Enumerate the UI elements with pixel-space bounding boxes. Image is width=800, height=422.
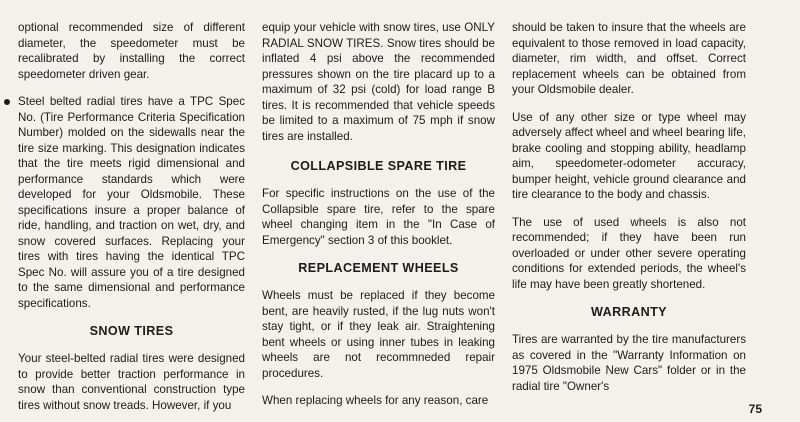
- column-1: [18, 20, 245, 413]
- column-3: [512, 20, 746, 394]
- snow-tires-paragraph: Your steel-belted radial tires were designed to provide better traction performance in snow than conventional construction type tires without snow treads. However, if you: [18, 352, 245, 412]
- collapsible-spare-paragraph: For specific instructions on the use of the Collapsible spare tire, refer to the spare wheel changing item in the "In Case of Emergency" section 3 of this booklet.: [262, 187, 495, 247]
- wheel-equivalence-paragraph: should be taken to insure that the wheels are equivalent to those removed in load capacity, diameter, rim width, and offset. Correct replacement wheels can be obtained from your Oldsmobile dealer.: [512, 21, 746, 96]
- replacement-wheels-paragraph: Wheels must be replaced if they become bent, are heavily rusted, if the lug nuts won't stay tight, or if they leak air. Straightening bent wheels or using inner tubes in leaking wheels are not recommneded repair procedures.: [262, 289, 495, 380]
- warranty-paragraph: Tires are warranted by the tire manufacturers as covered in the "Warranty Information on 1975 Oldsmobile New Cars" folder or in the radial tire "Owner's: [512, 333, 746, 393]
- tpc-spec-text: Steel belted radial tires have a TPC Spec No. (Tire Performance Criteria Specification Number) molded on the sidewalls near the tire size marking. This designation indicates that the tire meets rigid dimensional and performance standards which were developed for your Oldsmobile. These specifications insure a proper balance of ride, handling, and traction on wet, dry, and snow covered surfaces. Replacing your tires with tires having the identical TPC Spec No. will assure you of a tire designed to the same dimensional and performance specifications.: [18, 95, 245, 310]
- snow-tires-heading: SNOW TIRES: [89, 324, 174, 338]
- column-2: [262, 20, 495, 409]
- speedometer-paragraph: optional recommended size of different diameter, the speedometer must be recalibrated by installing the correct speedometer driven gear.: [18, 21, 245, 81]
- other-wheel-paragraph: Use of any other size or type wheel may adversely affect wheel and wheel bearing life, brake cooling and stopping ability, headlamp aim, speedometer-odometer accuracy, bumper height, vehicle ground clearance and tire clearance to the body and chassis.: [512, 110, 746, 201]
- snow-tires-continued-paragraph: equip your vehicle with snow tires, use ONLY RADIAL SNOW TIRES. Snow tires should be inflated 4 psi above the recommended pressures shown on the tire placard up to a maximum of 32 psi (cold) for load range B tires. It is recommended that vehicle speeds be limited to a maximum of 75 mph if snow tires are installed.: [262, 21, 495, 143]
- replacement-wheels-heading: REPLACEMENT WHEELS: [298, 261, 459, 275]
- collapsible-spare-tire-heading: COLLAPSIBLE SPARE TIRE: [290, 159, 467, 173]
- warranty-heading: WARRANTY: [591, 305, 667, 319]
- used-wheels-paragraph: The use of used wheels is also not recommended; if they have been run overloaded or under other severe operating conditions for extended periods, the wheel's life may have been greatly shortened.: [512, 215, 746, 291]
- replacing-wheels-paragraph: When replacing wheels for any reason, care: [262, 394, 489, 407]
- tpc-spec-paragraph: [18, 94, 245, 311]
- bullet-icon: [4, 99, 10, 105]
- page-number: 75: [748, 402, 762, 416]
